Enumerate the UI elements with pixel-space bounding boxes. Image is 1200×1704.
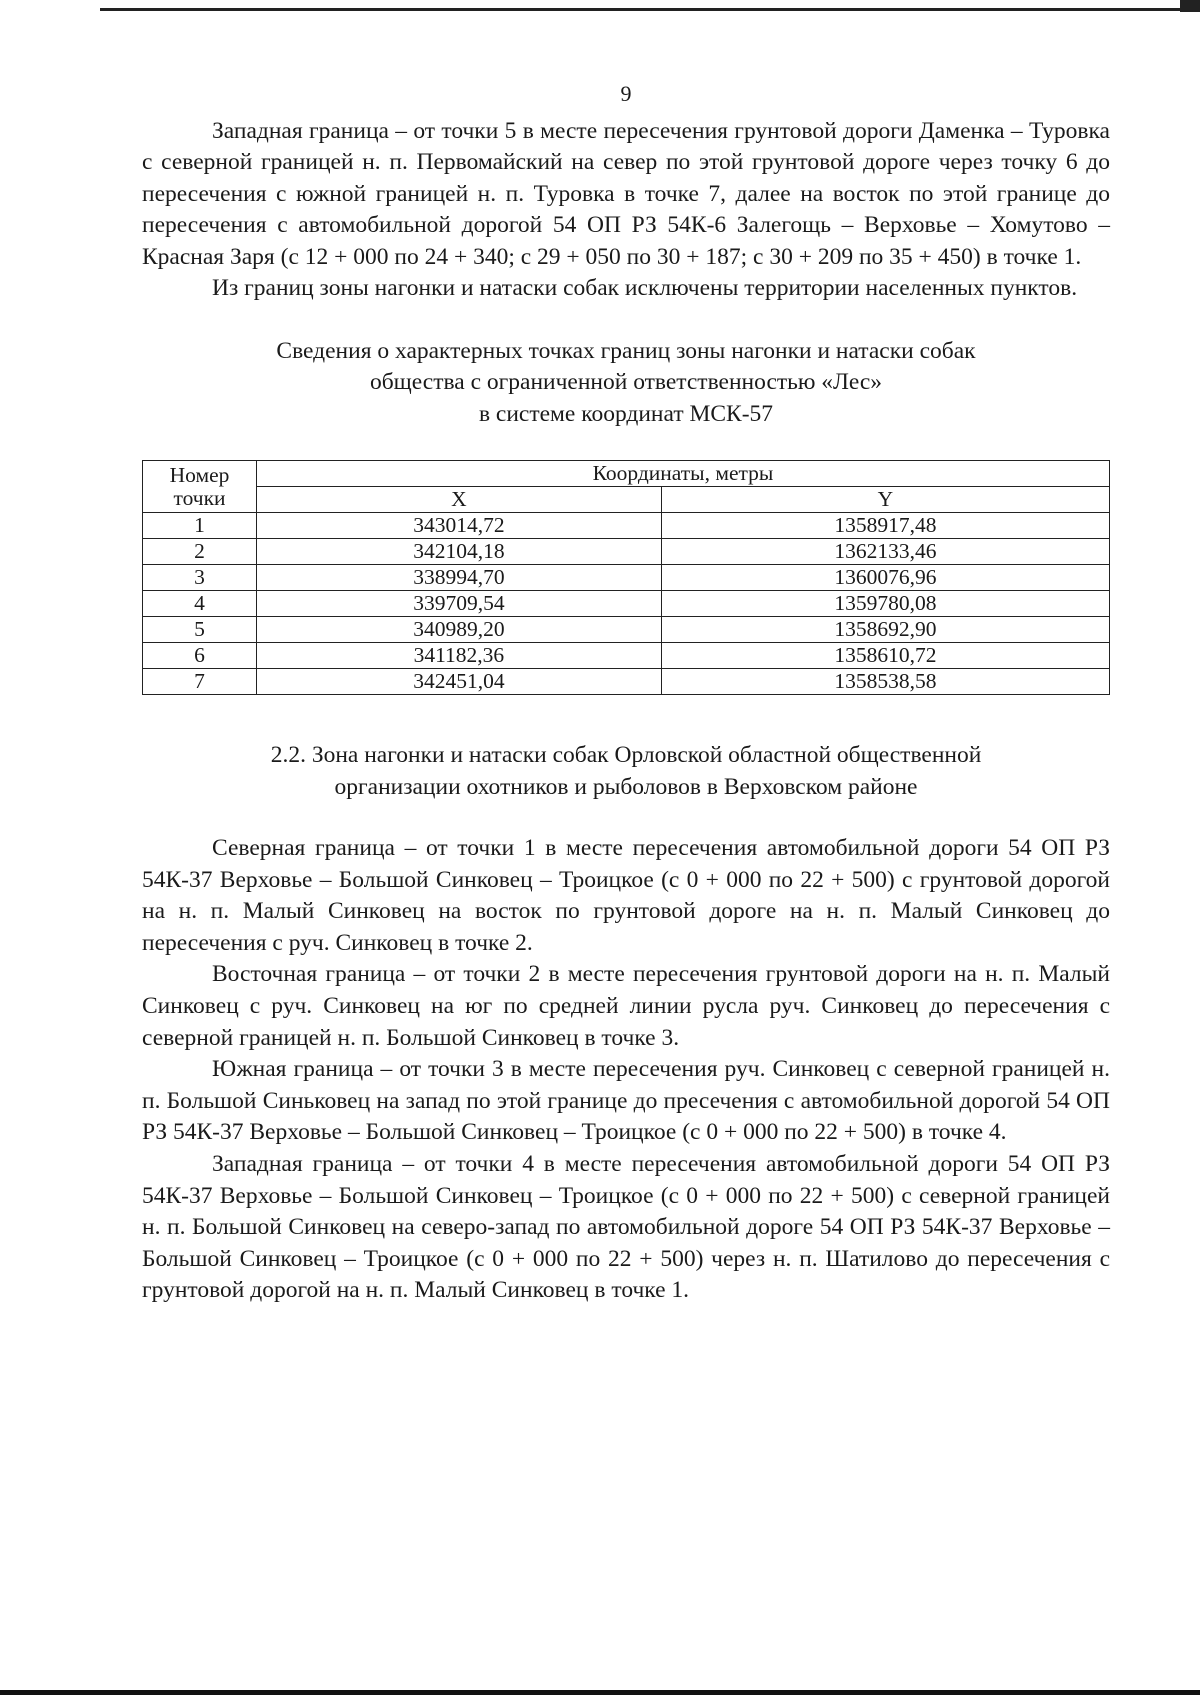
cell-x: 342104,18 (257, 539, 662, 565)
cell-point-number: 3 (143, 565, 257, 591)
cell-y: 1359780,08 (661, 591, 1109, 617)
cell-y: 1360076,96 (661, 565, 1109, 591)
page-number: 9 (620, 81, 632, 106)
paragraph-western-boundary-1: Западная граница – от точки 5 в месте пересечения грунтовой дороги Даменка – Туровка с северной границей н. п. Первомайский на север по этой грунтовой дороге через точку 6 до пересечения с южной границей н. п. Туровка в точке 7, далее на восток по этой границе до пересечения с автомобильной дорогой 54 ОП РЗ 54К-6 Залегощь – Верховье – Хомутово – Красная Заря (с 12 + 000 по 24 + 340; с 29 + 050 по 30 + 187; с 30 + 209 по 35 + 450) в точке 1. (142, 117, 1110, 270)
coordinates-table-wrap (142, 460, 1110, 695)
header-point-line-1: Номер (169, 462, 230, 487)
paragraph-southern-boundary: Южная граница – от точки 3 в месте пересечения руч. Синковец с северной границей н. п. Большой Синьковец на запад по этой границе до пресечения с автомобильной дорогой 54 ОП РЗ 54К-37 Верховье – Большой Синковец – Троицкое (с 0 + 000 по 22 + 500) в точке 4. (142, 1056, 1110, 1146)
cell-point-number: 6 (143, 643, 257, 669)
header-x: X (257, 487, 662, 513)
cell-y: 1358692,90 (661, 617, 1109, 643)
table-row (143, 617, 1110, 643)
cell-point-number: 5 (143, 617, 257, 643)
cell-x: 339709,54 (257, 591, 662, 617)
top-scan-rule-corner (1180, 0, 1200, 12)
table-row (143, 565, 1110, 591)
table-row (143, 513, 1110, 539)
cell-point-number: 7 (143, 669, 257, 695)
cell-x: 341182,36 (257, 643, 662, 669)
table-header-row (143, 461, 1110, 487)
cell-point-number: 4 (143, 591, 257, 617)
section-2-body (142, 833, 1110, 1307)
paragraph-northern-boundary: Северная граница – от точки 1 в месте пересечения автомобильной дороги 54 ОП РЗ 54К-37 Верховье – Большой Синковец – Троицкое (с 0 + 000 по 22 + 500) с грунтовой дорогой на н. п. Малый Синковец на восток по грунтовой дороге на н. п. Малый Синковец до пересечения с руч. Синковец в точке 2. (142, 835, 1110, 956)
header-point-line-2: точки (173, 485, 226, 510)
table-row (143, 643, 1110, 669)
header-coordinates: Координаты, метры (257, 461, 1110, 487)
cell-y: 1358610,72 (661, 643, 1109, 669)
cell-point-number: 1 (143, 513, 257, 539)
bottom-scan-rule (0, 1690, 1200, 1695)
cell-y: 1358917,48 (661, 513, 1109, 539)
table-row (143, 591, 1110, 617)
cell-y: 1362133,46 (661, 539, 1109, 565)
cell-y: 1358538,58 (661, 669, 1109, 695)
section-2-heading-line-2: организации охотников и рыболовов в Верховском районе (334, 774, 918, 800)
paragraph-exclusions: Из границ зоны нагонки и натаски собак исключены территории населенных пунктов. (212, 275, 1078, 301)
table-row (143, 539, 1110, 565)
table-subheader-row (143, 487, 1110, 513)
cell-x: 340989,20 (257, 617, 662, 643)
table-heading (142, 336, 1110, 431)
table-heading-line-3: в системе координат МСК-57 (478, 400, 774, 427)
coordinates-table (142, 460, 1110, 695)
cell-x: 342451,04 (257, 669, 662, 695)
header-point-number (143, 461, 257, 513)
cell-point-number: 2 (143, 539, 257, 565)
table-body (143, 513, 1110, 695)
cell-x: 338994,70 (257, 565, 662, 591)
section-2-heading-line-1: 2.2. Зона нагонки и натаски собак Орловской областной общественной (270, 742, 982, 768)
table-heading-line-1: Сведения о характерных точках границ зоны нагонки и натаски собак (276, 337, 976, 364)
section-2-heading (142, 739, 1110, 803)
paragraph-western-boundary-2: Западная граница – от точки 4 в месте пересечения автомобильной дороги 54 ОП РЗ 54К-37 Верховье – Большой Синковец – Троицкое (с 0 + 000 по 22 + 500) с северной границей н. п. Большой Синковец на северо-запад по автомобильной дороге 54 ОП РЗ 54К-37 Верховье – Большой Синковец – Троицкое (с 0 + 000 по 22 + 500) через н. п. Шатилово до пересечения с грунтовой дорогой на н. п. Малый Синковец в точке 1. (142, 1150, 1110, 1304)
table-row (143, 669, 1110, 695)
document-page (142, 78, 1110, 1307)
table-heading-line-2: общества с ограниченной ответственностью «Лес» (369, 369, 883, 395)
cell-x: 343014,72 (257, 513, 662, 539)
header-y: Y (661, 487, 1109, 513)
top-scan-rule (100, 8, 1200, 11)
paragraph-eastern-boundary: Восточная граница – от точки 2 в месте пересечения грунтовой дороги на н. п. Малый Синковец с руч. Синковец на юг по средней линии русла руч. Синковец до пересечения с северной границей н. п. Большой Синковец в точке 3. (142, 961, 1110, 1051)
